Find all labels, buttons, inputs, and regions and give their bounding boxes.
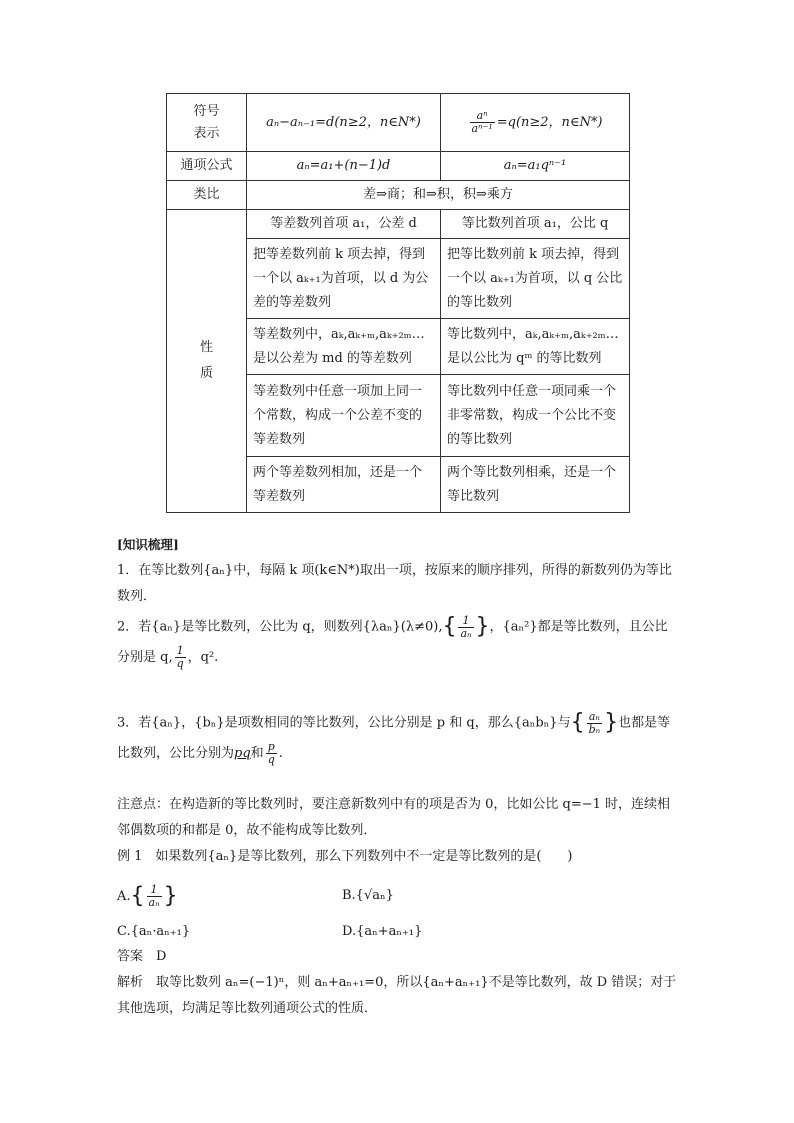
fraction-numerator: 1 bbox=[147, 884, 162, 897]
point-2-text-d: ，q². bbox=[187, 649, 219, 665]
prop-geo-cell: 等比数列中，aₖ,aₖ₊ₘ,aₖ₊₂ₘ…是以公比为 qᵐ 的等比数列 bbox=[441, 319, 630, 375]
point-3-and: 和 bbox=[250, 745, 264, 761]
example-question: 例 1 如果数列{aₙ}是等比数列，那么下列数列中不一定是等比数列的是( ) bbox=[117, 849, 573, 864]
arith-general-formula: aₙ=a₁+(n−1)d bbox=[247, 152, 441, 181]
geo-symbol-rest: =q(n≥2，n∈N*) bbox=[496, 115, 603, 130]
point-2-text-b: ，{aₙ²}都是等比数列，且公比分别是 q, bbox=[117, 619, 668, 665]
prop-arith-cell: 等差数列首项 a₁，公差 d bbox=[247, 210, 441, 239]
point-2-text-a: 2．若{aₙ}是等比数列，公比为 q，则数列{λaₙ}(λ≠0), bbox=[117, 619, 443, 635]
right-brace: } bbox=[163, 883, 178, 909]
table-row bbox=[167, 152, 630, 181]
point-2-fraction bbox=[458, 615, 473, 640]
geo-general-formula: aₙ=a₁qⁿ⁻¹ bbox=[441, 152, 630, 181]
row-label-properties: 性 质 bbox=[167, 210, 247, 513]
prop-geo-cell: 等比数列首项 a₁，公比 q bbox=[441, 210, 630, 239]
section-title: [知识梳理] bbox=[117, 537, 179, 552]
right-brace: } bbox=[475, 614, 490, 639]
point-3-end: . bbox=[278, 745, 283, 761]
left-brace: { bbox=[130, 883, 145, 909]
right-brace: } bbox=[604, 710, 619, 735]
analogy-text: 差⇒商；和⇒积，积⇒乘方 bbox=[247, 181, 630, 210]
option-a-label: A. bbox=[117, 889, 131, 904]
note-block bbox=[117, 792, 677, 870]
point-3-pq: pq bbox=[234, 745, 251, 761]
arith-symbol-formula: aₙ−aₙ₋₁=d(n≥2，n∈N*) bbox=[247, 94, 441, 152]
prop-arith-cell: 把等差数列前 k 项去掉，得到一个以 aₖ₊₁为首项，以 d 为公差的等差数列 bbox=[247, 239, 441, 319]
table-row bbox=[167, 181, 630, 210]
fraction-denominator: aₙ bbox=[148, 896, 160, 909]
option-a-fraction bbox=[147, 884, 162, 909]
option-a bbox=[117, 884, 178, 909]
left-brace: { bbox=[570, 710, 585, 735]
point-3 bbox=[117, 708, 677, 769]
point-2 bbox=[117, 612, 677, 673]
table-row bbox=[167, 210, 630, 239]
knowledge-section bbox=[117, 532, 677, 610]
point-2-fraction-q bbox=[175, 645, 186, 670]
table-row bbox=[167, 94, 630, 152]
comparison-table bbox=[166, 93, 630, 513]
point-3-text-b: 也都是等比数列，公比分别为 bbox=[117, 715, 671, 761]
row-label-general: 通项公式 bbox=[167, 152, 247, 181]
fraction-numerator: 1 bbox=[175, 645, 186, 658]
point-1: 1．在等比数列{aₙ}中，每隔 k 项(k∈N*)取出一项，按原来的顺序排列，所得的新数列仍为等比数列． bbox=[117, 563, 672, 604]
fraction-numerator: p bbox=[267, 739, 275, 753]
option-c: C.{aₙ·aₙ₊₁} bbox=[117, 924, 191, 939]
fraction-numerator: 1 bbox=[458, 615, 473, 628]
prop-geo-cell: 两个等比数列相乘，还是一个等比数列 bbox=[441, 457, 630, 513]
analysis-text: 解析 取等比数列 aₙ=(−1)ⁿ，则 aₙ+aₙ₊₁=0，所以{aₙ+aₙ₊₁}不是等比数列，故 D 错误；对于其他选项，均满足等比数列通项公式的性质． bbox=[117, 975, 677, 1016]
fraction-denominator: aₙ bbox=[460, 626, 472, 640]
prop-geo-cell: 等比数列中任意一项同乘一个非零常数，构成一个公比不变的等比数列 bbox=[441, 375, 630, 457]
option-b: B.{√aₙ} bbox=[342, 888, 394, 903]
row-label-analogy: 类比 bbox=[167, 181, 247, 210]
point-3-fraction-pq bbox=[266, 741, 277, 766]
geo-symbol-fraction bbox=[470, 110, 495, 135]
fraction-denominator: q bbox=[267, 752, 275, 766]
row-label-symbol: 符号 表示 bbox=[167, 94, 247, 152]
left-brace: { bbox=[442, 614, 457, 639]
point-3-fraction bbox=[587, 711, 603, 736]
fraction-denominator: aⁿ⁻¹ bbox=[471, 122, 493, 135]
geo-symbol-formula bbox=[441, 94, 630, 152]
answer-text: 答案 D bbox=[117, 949, 167, 964]
point-3-text-a: 3．若{aₙ}，{bₙ}是项数相同的等比数列，公比分别是 p 和 q，那么{aₙbₙ}与 bbox=[117, 715, 571, 731]
fraction-denominator: bₙ bbox=[588, 722, 601, 736]
note-text: 注意点：在构造新的等比数列时，要注意新数列中有的项是否为 0，比如公比 q=−1 时，连续相邻偶数项的和都是 0，故不能构成等比数列． bbox=[117, 797, 671, 838]
prop-arith-cell: 等差数列中任意一项加上同一个常数，构成一个公差不变的等差数列 bbox=[247, 375, 441, 457]
option-d: D.{aₙ+aₙ₊₁} bbox=[342, 924, 423, 939]
fraction-denominator: q bbox=[176, 656, 184, 670]
prop-arith-cell: 两个等差数列相加，还是一个等差数列 bbox=[247, 457, 441, 513]
prop-geo-cell: 把等比数列前 k 项去掉，得到一个以 aₖ₊₁为首项，以 q 公比的等比数列 bbox=[441, 239, 630, 319]
answer-block bbox=[117, 944, 677, 1022]
prop-arith-cell: 等差数列中，aₖ,aₖ₊ₘ,aₖ₊₂ₘ…是以公差为 md 的等差数列 bbox=[247, 319, 441, 375]
fraction-numerator: aⁿ bbox=[470, 110, 495, 123]
fraction-numerator: aₙ bbox=[587, 711, 603, 724]
